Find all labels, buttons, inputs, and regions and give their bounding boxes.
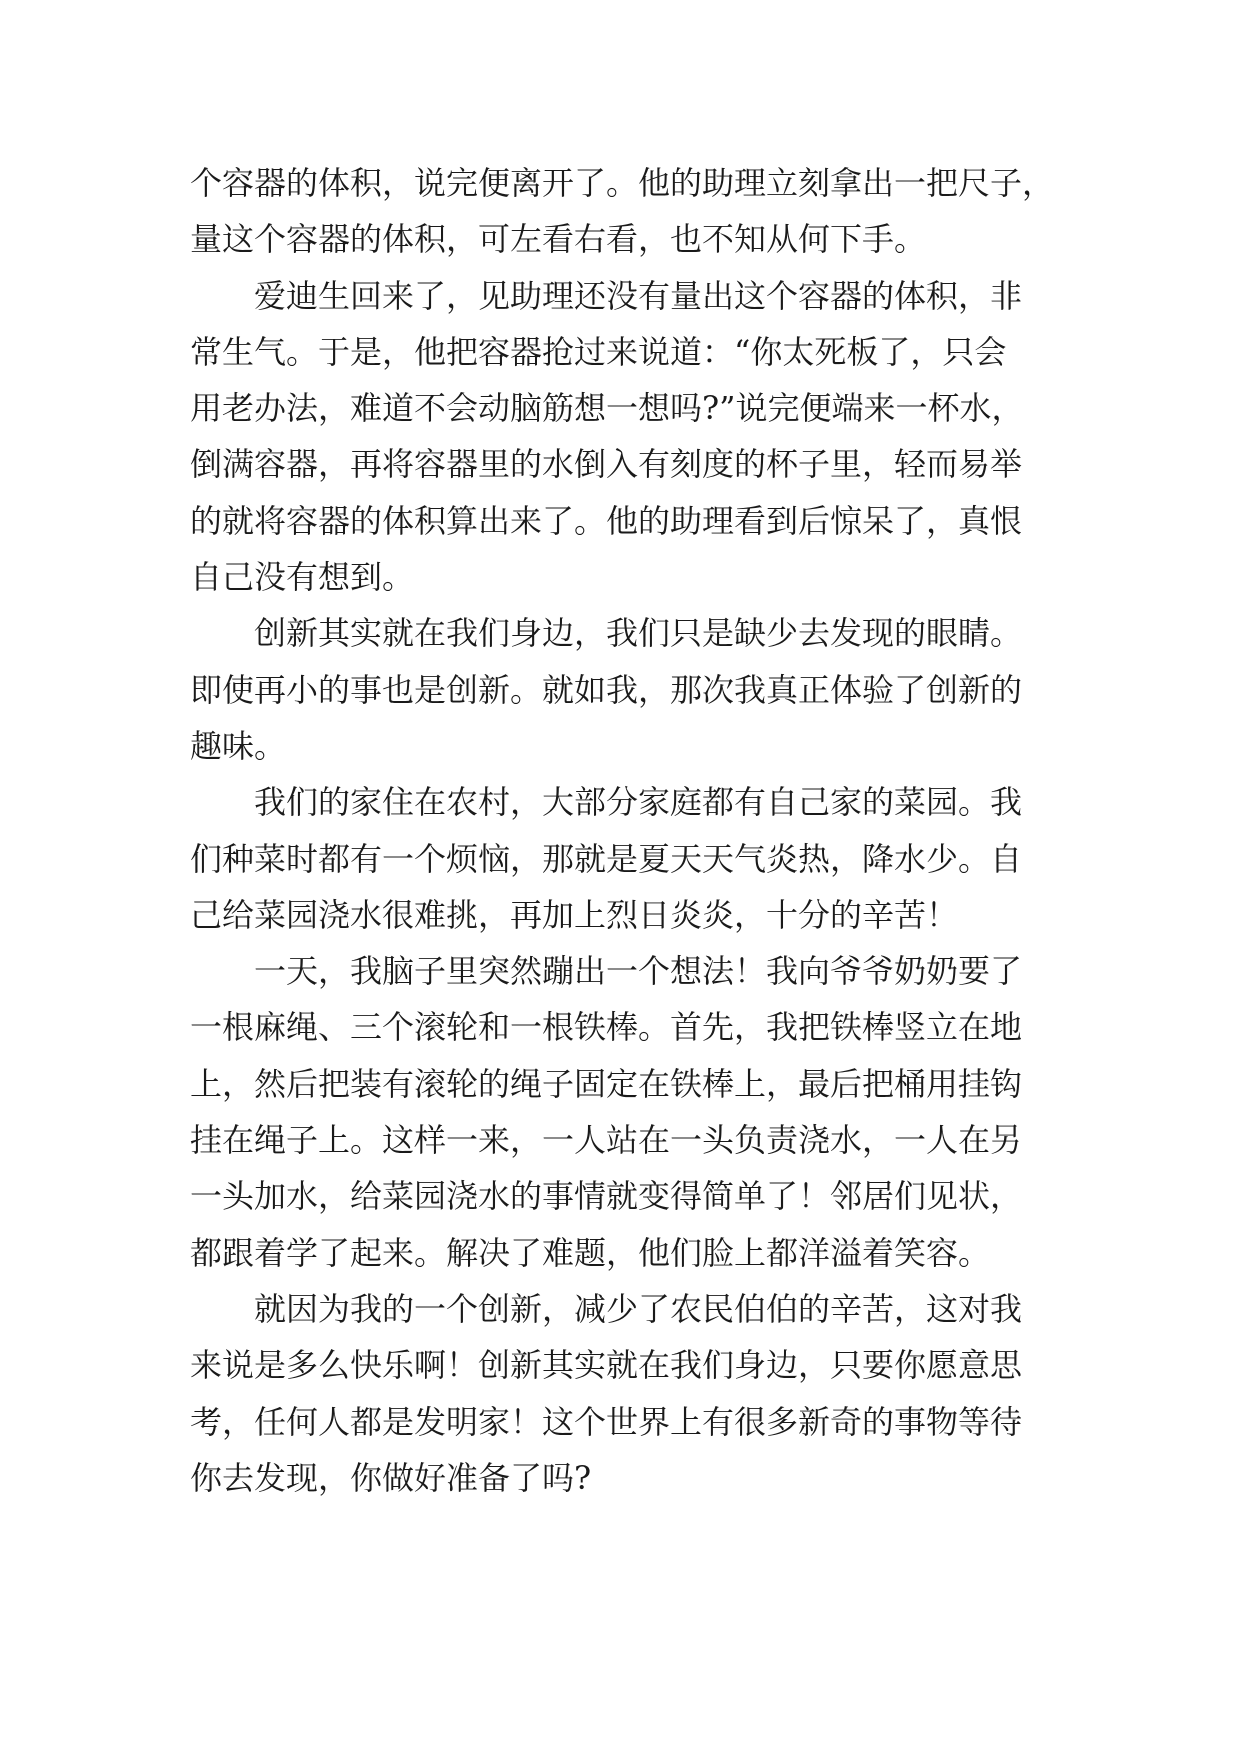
text-line: 们种菜时都有一个烦恼，那就是夏天天气炎热，降水少。自 — [190, 839, 1023, 878]
text-line: 即使再小的事也是创新。就如我，那次我真正体验了创新的 — [190, 670, 1023, 709]
text-line: 自己没有想到。 — [190, 558, 415, 597]
text-line: 量这个容器的体积，可左看右看，也不知从何下手。 — [190, 220, 927, 259]
text-line: 用老办法，难道不会动脑筋想一想吗?”说完便端来一杯水， — [190, 389, 1024, 428]
text-line: 挂在绳子上。这样一来，一人站在一头负责浇水，一人在另 — [190, 1121, 1023, 1160]
text-line: 趣味。 — [190, 726, 287, 765]
text-line: 个容器的体积，说完便离开了。他的助理立刻拿出一把尺子， — [190, 164, 1055, 202]
text-line: 来说是多么快乐啊！创新其实就在我们身边，只要你愿意思 — [190, 1346, 1023, 1385]
paragraph-first-line: 我们的家住在农村，大部分家庭都有自己家的菜园。我 — [254, 783, 1023, 822]
text-line: 的就将容器的体积算出来了。他的助理看到后惊呆了，真恨 — [190, 501, 1023, 540]
text-line: 倒满容器，再将容器里的水倒入有刻度的杯子里，轻而易举 — [190, 445, 1023, 484]
text-line: 都跟着学了起来。解决了难题，他们脸上都洋溢着笑容。 — [190, 1233, 991, 1272]
text-line: 考，任何人都是发明家！这个世界上有很多新奇的事物等待 — [190, 1402, 1023, 1441]
text-line: 一根麻绳、三个滚轮和一根铁棒。首先，我把铁棒竖立在地 — [190, 1008, 1023, 1047]
body-text — [190, 155, 1070, 1506]
paragraph-first-line: 一天，我脑子里突然蹦出一个想法！我向爷爷奶奶要了 — [254, 952, 1023, 991]
text-line: 你去发现，你做好准备了吗? — [190, 1458, 592, 1497]
text-line: 一头加水，给菜园浇水的事情就变得简单了！邻居们见状， — [190, 1177, 1023, 1216]
text-line: 常生气。于是，他把容器抢过来说道：“你太死板了，只会 — [190, 332, 1007, 371]
paragraph-first-line: 就因为我的一个创新，减少了农民伯伯的辛苦，这对我 — [254, 1289, 1023, 1328]
text-line: 己给菜园浇水很难挑，再加上烈日炎炎，十分的辛苦！ — [190, 895, 959, 934]
paragraph-first-line: 爱迪生回来了，见助理还没有量出这个容器的体积，非 — [254, 276, 1023, 315]
text-line: 上，然后把装有滚轮的绳子固定在铁棒上，最后把桶用挂钩 — [190, 1064, 1023, 1103]
paragraph-first-line: 创新其实就在我们身边，我们只是缺少去发现的眼睛。 — [254, 614, 1023, 653]
